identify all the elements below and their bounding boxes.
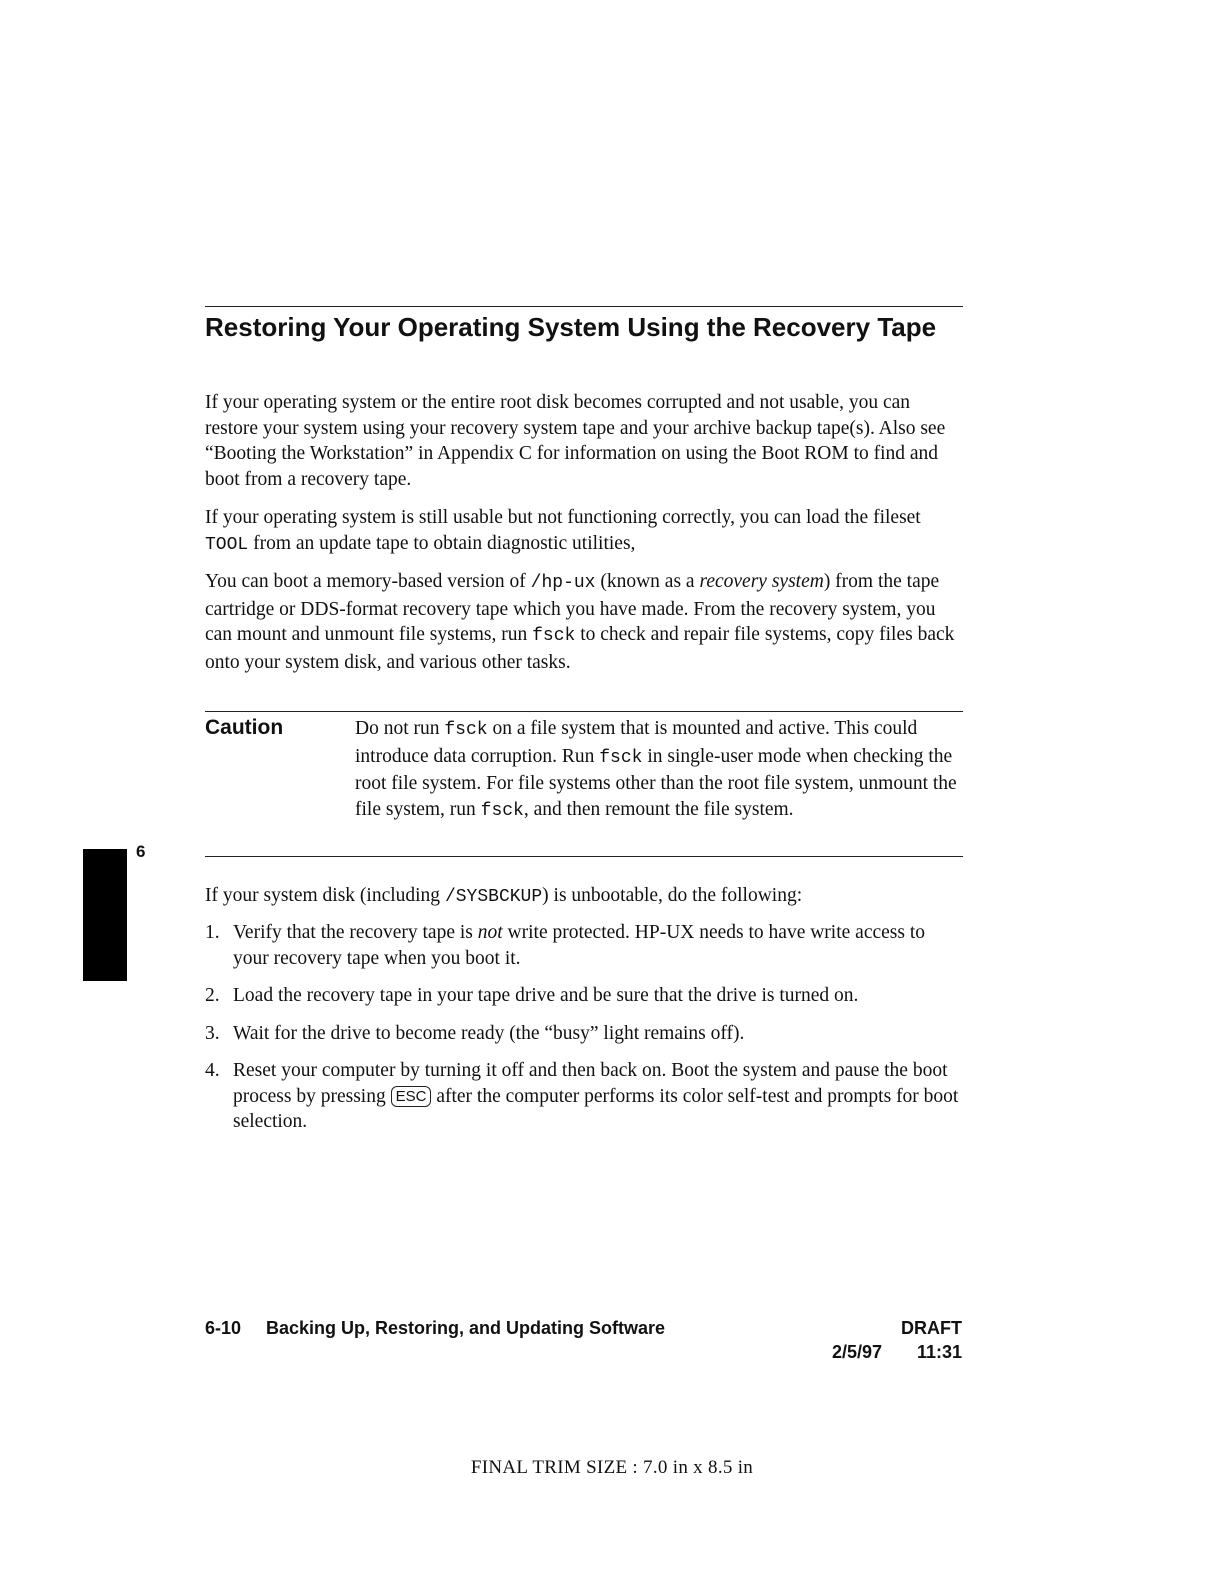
section-title: Restoring Your Operating System Using the Recovery Tape <box>205 312 937 342</box>
footer-page-number: 6-10 <box>205 1318 242 1338</box>
chapter-thumb-tab <box>83 849 127 981</box>
paragraph-restore-intro: If your operating system or the entire root disk becomes corrupted and not usable, you can restore your system using your recovery system tape and your archive backup tape(s). Also see “Booting the Workstation” in Appendix C for information on using the Boot ROM to find and boot from a recovery tape. <box>205 392 946 490</box>
procedure-steps <box>205 920 965 1135</box>
esc-key-icon: ESC <box>391 1086 432 1107</box>
paragraph-unbootable-intro: If your system disk (including /SYSBCKUP) is unbootable, do the following: <box>205 885 803 907</box>
caution-top-rule <box>205 711 963 712</box>
paragraph-recovery-system: You can boot a memory-based version of /hp-ux (known as a recovery system) from the tape cartridge or DDS-format recovery tape which you have made. From the recovery system, you can mount and unmount file systems, run fsck to check and repair file systems, copy files back onto your system disk, and various other tasks. <box>205 571 955 673</box>
footer-chapter-title: Backing Up, Restoring, and Updating Software <box>266 1318 666 1338</box>
caution-bottom-rule <box>205 856 963 857</box>
top-rule <box>205 306 963 307</box>
footer-time: 11:31 <box>916 1342 962 1362</box>
list-item: 4. Reset your computer by turning it off and then back on. Boot the system and pause the boot process by pressing ESC after the computer performs its color self-test and prompts for boot selection. <box>205 1060 959 1132</box>
list-item: 1. Verify that the recovery tape is not write protected. HP-UX needs to have write access to your recovery tape when you boot it. <box>205 922 926 969</box>
footer-date: 2/5/97 <box>832 1342 883 1362</box>
list-item: 3. Wait for the drive to become ready (the “busy” light remains off). <box>205 1022 745 1044</box>
paragraph-tool-fileset: If your operating system is still usable but not functioning correctly, you can load the fileset TOOL from an update tape to obtain diagnostic utilities, <box>205 507 921 555</box>
list-item: 2. Load the recovery tape in your tape drive and be sure that the drive is turned on. <box>205 985 859 1006</box>
code-sysbckup: /SYSBCKUP <box>444 887 543 907</box>
code-tool: TOOL <box>205 534 249 555</box>
code-fsck: fsck <box>599 747 643 768</box>
trim-size-note: FINAL TRIM SIZE : 7.0 in x 8.5 in <box>470 1457 754 1478</box>
code-hp-ux: /hp-ux <box>530 573 596 593</box>
footer-draft-status: DRAFT <box>901 1318 962 1338</box>
caution-label: Caution <box>205 716 284 739</box>
code-fsck: fsck <box>444 720 488 740</box>
code-fsck: fsck <box>532 626 576 646</box>
chapter-tab-number: 6 <box>136 842 146 861</box>
term-recovery-system: recovery system <box>699 571 824 592</box>
caution-text: Do not run fsck on a file system that is mounted and active. This could introduce data corruption. Run fsck in single-user mode when checking the root file system. For file systems other than the root file system, unmount the file system, run fsck, and then remount the file system. <box>355 718 957 821</box>
code-fsck: fsck <box>480 800 524 821</box>
